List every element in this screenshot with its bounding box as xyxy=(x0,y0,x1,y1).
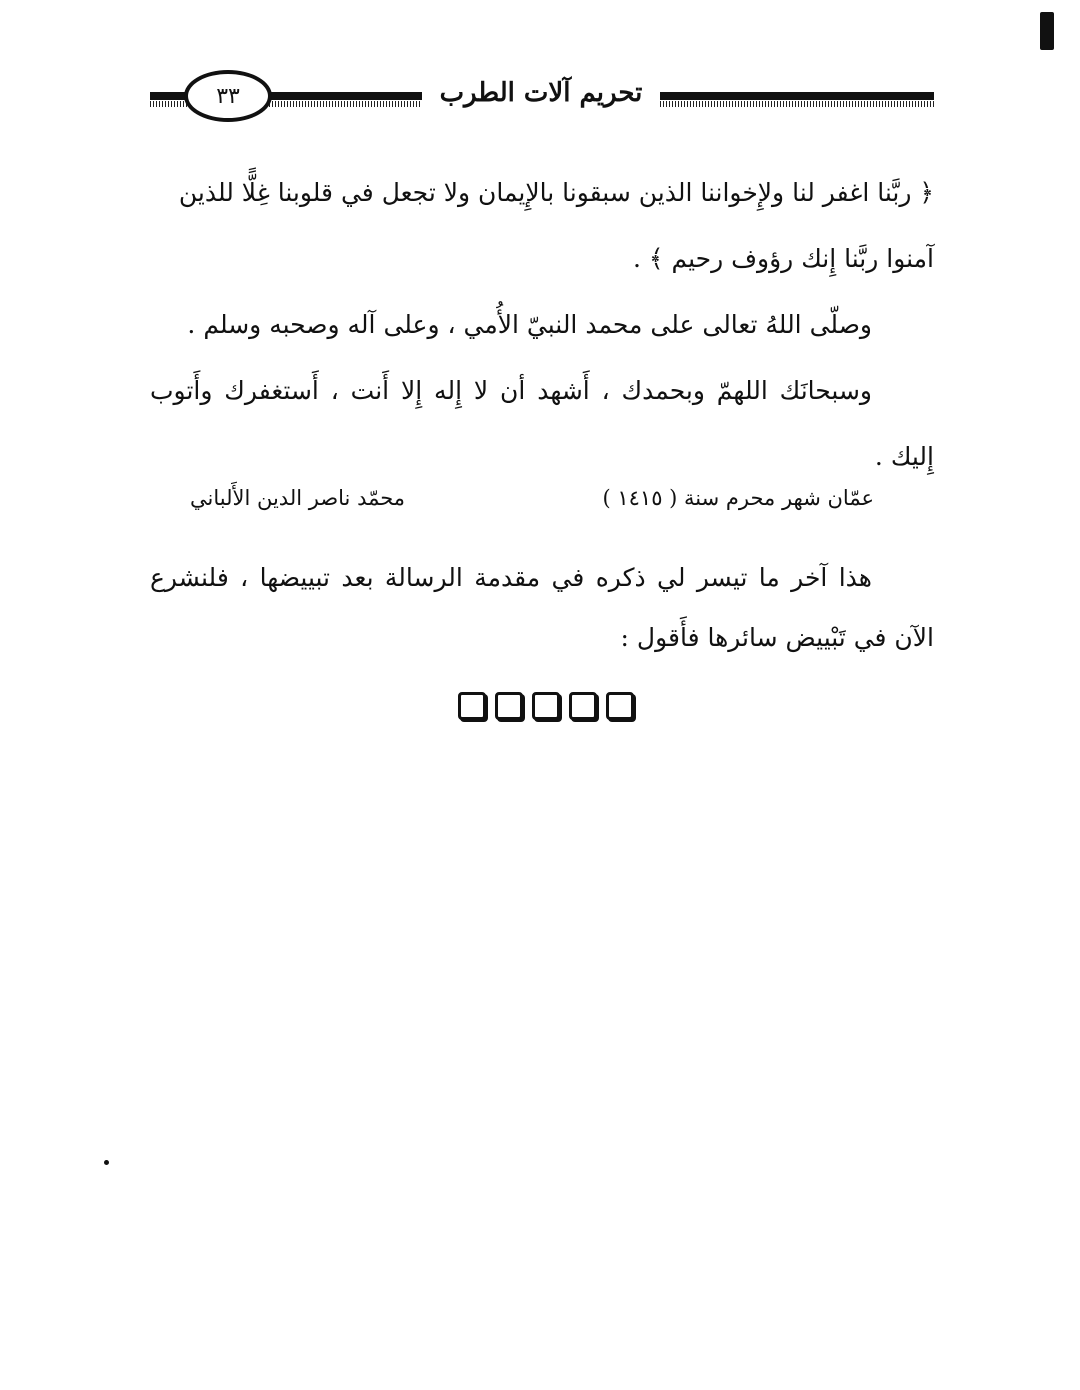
quran-verse-line-1: ﴿ ربَّنا اغفر لنا ولإِخواننا الذين سبقونا بالإِيمان ولا تجعل في قلوبنا غِلًّا للذين xyxy=(178,178,934,207)
page-edge-mark xyxy=(1040,12,1054,50)
ornament-box xyxy=(458,692,486,720)
section-end-ornament xyxy=(458,692,634,720)
quran-verse-line-2: آمنوا ربَّنا إِنك رؤوف رحيم ﴾ . xyxy=(632,244,934,273)
ornament-box xyxy=(532,692,560,720)
closing-section xyxy=(150,548,934,668)
page-number: ٣٣ xyxy=(184,70,272,122)
signature-block xyxy=(190,486,874,526)
header-rule-middle xyxy=(260,92,422,108)
scan-speck xyxy=(104,1160,109,1165)
author-name: محمّد ناصر الدين الأَلباني xyxy=(190,486,406,510)
closing-paragraph: هذا آخر ما تيسر لي ذكره في مقدمة الرسالة بعد تبييضها ، فلنشرع الآن في تَبْييض سائرها فأَقول : xyxy=(150,563,934,652)
header-rule-right xyxy=(660,92,934,108)
ornament-box xyxy=(495,692,523,720)
main-text xyxy=(150,160,934,490)
ornament-box xyxy=(569,692,597,720)
place-and-date: عمّان شهر محرم سنة ( ١٤١٥ ) xyxy=(602,486,874,510)
closing-prayer-paragraph: وسبحانَك اللهمّ وبحمدك ، أَشهد أن لا إِله إِلا أَنت ، أَستغفرك وأَتوب إِليك . xyxy=(150,376,934,471)
running-title: تحريم آلات الطرب xyxy=(439,78,643,108)
ornament-box xyxy=(606,692,634,720)
running-header xyxy=(150,60,934,130)
salutation-paragraph: وصلّى اللهُ تعالى على محمد النبيّ الأُمي ، وعلى آله وصحبه وسلم . xyxy=(187,310,872,339)
